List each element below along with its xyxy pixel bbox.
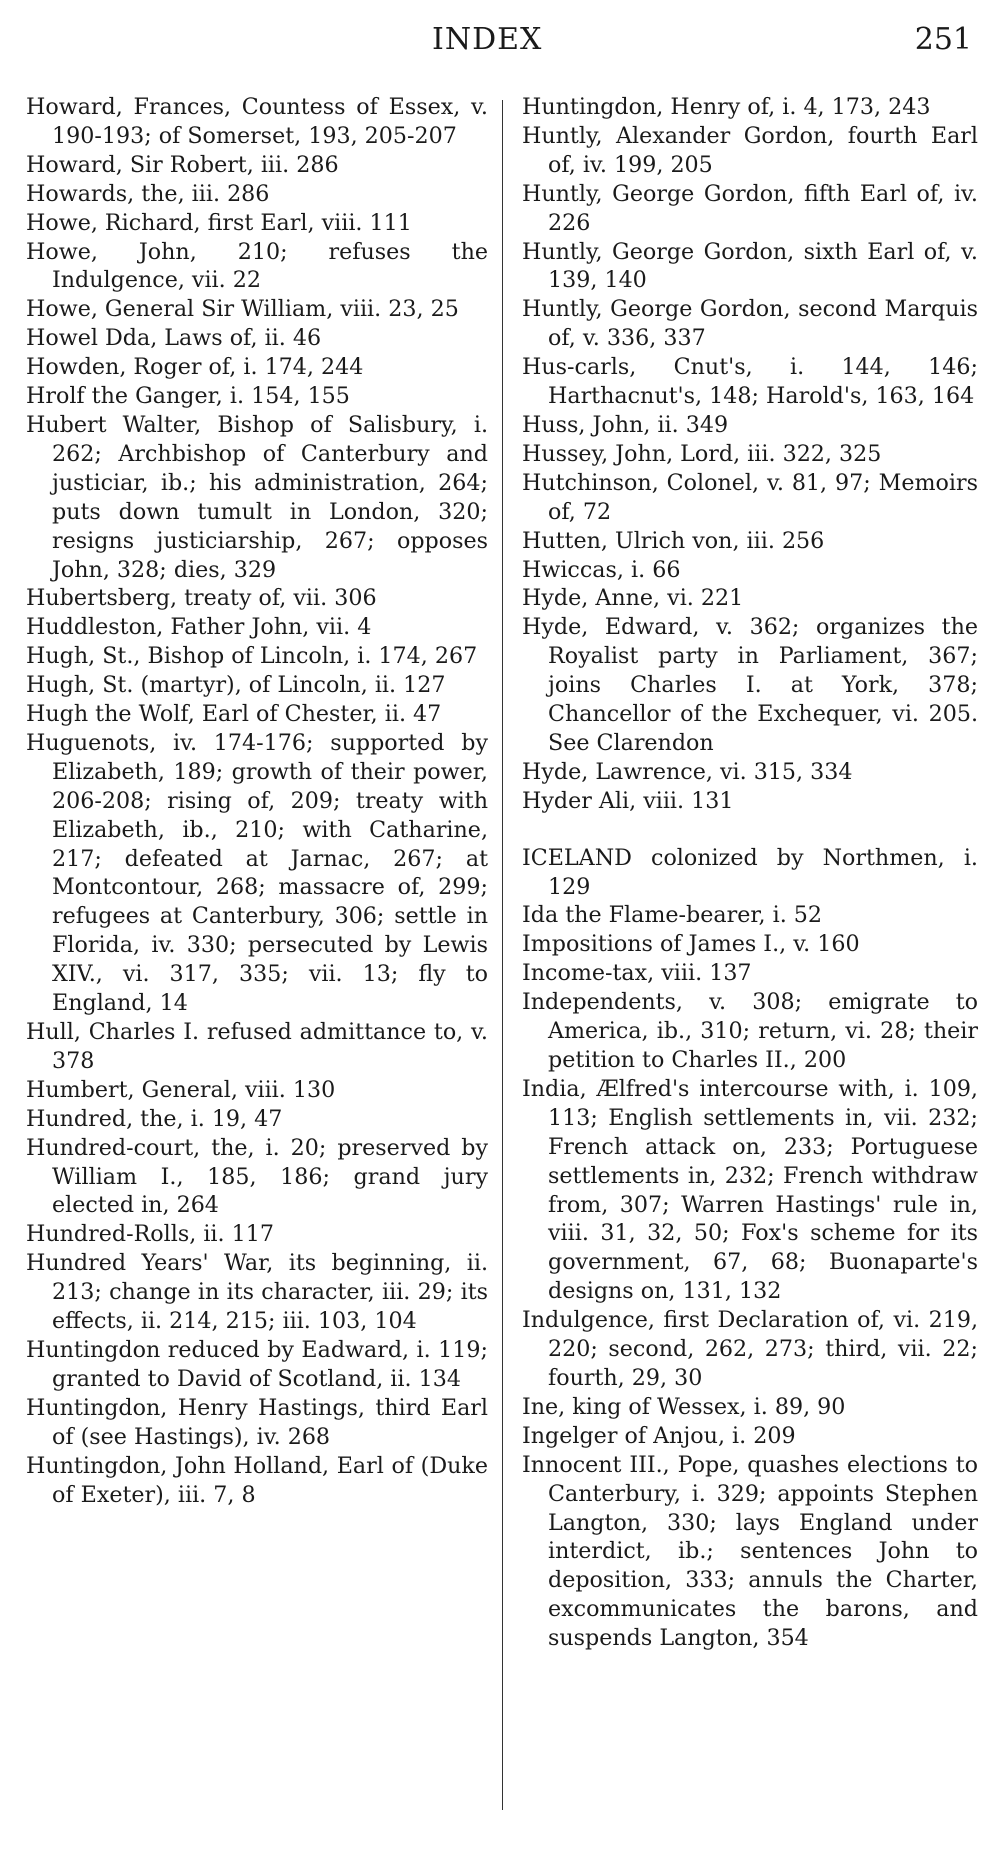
- index-column-left: [26, 93, 488, 1509]
- index-entry: Ingelger of Anjou, i. 209: [522, 1422, 796, 1449]
- index-entry: Ine, king of Wessex, i. 89, 90: [522, 1393, 846, 1420]
- index-entry: Hugh, St., Bishop of Lincoln, i. 174, 267: [26, 643, 478, 670]
- index-entry: Innocent III., Pope, quashes elections to Canterbury, i. 329; appoints Stephen Langton, 330; lays England under interdict, ib.; sentences John to deposition, 333; annuls the Charter, excommunicates the barons, and suspends Langton, 354: [522, 1451, 978, 1652]
- index-entry: Hyder Ali, viii. 131: [522, 787, 734, 814]
- index-entry: Howe, John, 210; refuses the Indulgence, vii. 22: [26, 238, 488, 294]
- index-entry: Howden, Roger of, i. 174, 244: [26, 354, 364, 381]
- index-entry: Indulgence, first Declaration of, vi. 219, 220; second, 262, 273; third, vii. 22; fourth, 29, 30: [522, 1307, 978, 1391]
- index-entry: Huntly, Alexander Gordon, fourth Earl of, iv. 199, 205: [522, 122, 978, 178]
- index-entry: Income-tax, viii. 137: [522, 960, 752, 987]
- section-gap: [522, 816, 978, 844]
- page-header: [0, 22, 1000, 66]
- index-entry: Howards, the, iii. 286: [26, 180, 270, 207]
- index-entry: Hundred-Rolls, ii. 117: [26, 1221, 274, 1248]
- index-entry: Hyde, Lawrence, vi. 315, 334: [522, 758, 853, 785]
- index-entry: Ida the Flame-bearer, i. 52: [522, 902, 823, 929]
- index-entry: Hull, Charles I. refused admittance to, v. 378: [26, 1019, 488, 1074]
- index-entry: Humbert, General, viii. 130: [26, 1076, 336, 1103]
- index-entry: Howe, Richard, first Earl, viii. 111: [26, 209, 412, 236]
- index-entry: Hwiccas, i. 66: [522, 556, 681, 583]
- index-entry: Hundred, the, i. 19, 47: [26, 1105, 283, 1132]
- index-entry: Hugh, St. (martyr), of Lincoln, ii. 127: [26, 672, 446, 699]
- index-entry: Hyde, Edward, v. 362; organizes the Royalist party in Parliament, 367; joins Charles I. at York, 378; Chancellor of the Exchequer, vi. 205. See Clarendon: [522, 614, 978, 756]
- index-entry: Huntly, George Gordon, fifth Earl of, iv. 226: [522, 180, 978, 236]
- index-entry: Hussey, John, Lord, iii. 322, 325: [522, 440, 882, 467]
- index-entry: Independents, v. 308; emigrate to America, ib., 310; return, vi. 28; their petition to Charles II., 200: [522, 989, 978, 1073]
- index-entry: Hus-carls, Cnut's, i. 144, 146; Harthacnut's, 148; Harold's, 163, 164: [522, 354, 978, 410]
- running-title: INDEX: [432, 22, 543, 57]
- index-entry: Huntingdon, Henry of, i. 4, 173, 243: [522, 94, 931, 120]
- index-entry: Hundred Years' War, its beginning, ii. 213; change in its character, iii. 29; its effects, ii. 214, 215; iii. 103, 104: [26, 1250, 488, 1335]
- column-divider: [502, 100, 503, 1810]
- index-column-right: [522, 93, 978, 1653]
- index-entry: Hyde, Anne, vi. 221: [522, 585, 744, 612]
- index-entry: Hugh the Wolf, Earl of Chester, ii. 47: [26, 701, 442, 728]
- page-number: 251: [914, 22, 972, 57]
- index-entry: Huntingdon, John Holland, Earl of (Duke of Exeter), iii. 7, 8: [26, 1452, 488, 1508]
- index-entry: Huntly, George Gordon, sixth Earl of, v. 139, 140: [522, 238, 978, 294]
- index-entry: Hundred-court, the, i. 20; preserved by William I., 185, 186; grand jury elected in, 264: [26, 1134, 488, 1219]
- index-entry: Howe, General Sir William, viii. 23, 25: [26, 296, 459, 323]
- index-entry: India, Ælfred's intercourse with, i. 109, 113; English settlements in, vii. 232; French attack on, 233; Portuguese settlements in, 232; French withdraw from, 307; Warren Hastings' rule in, viii. 31, 32, 50; Fox's scheme for its government, 67, 68; Buonaparte's designs on, 131, 132: [522, 1075, 978, 1305]
- index-entry: ICELAND colonized by Northmen, i. 129: [522, 844, 978, 900]
- index-entry: Hutchinson, Colonel, v. 81, 97; Memoirs of, 72: [522, 469, 978, 525]
- index-entry: Huntingdon, Henry Hastings, third Earl of (see Hastings), iv. 268: [26, 1394, 488, 1450]
- index-entry: Huguenots, iv. 174-176; supported by Elizabeth, 189; growth of their power, 206-208; rising of, 209; treaty with Elizabeth, ib., 210; with Catharine, 217; defeated at Jarnac, 267; at Montcontour, 268; massacre of, 299; refugees at Canterbury, 306; settle in Florida, iv. 330; persecuted by Lewis XIV., vi. 317, 335; vii. 13; fly to England, 14: [26, 729, 488, 1017]
- index-entry: Impositions of James I., v. 160: [522, 931, 860, 958]
- index-entry: Hubertsberg, treaty of, vii. 306: [26, 585, 377, 612]
- index-entry: Howard, Sir Robert, iii. 286: [26, 151, 339, 178]
- index-entry: Huntly, George Gordon, second Marquis of, v. 336, 337: [522, 296, 978, 352]
- index-entry: Howard, Frances, Countess of Essex, v. 190-193; of Somerset, 193, 205-207: [26, 94, 488, 149]
- index-entry: Huntingdon reduced by Eadward, i. 119; granted to David of Scotland, ii. 134: [26, 1336, 488, 1392]
- index-entry: Hubert Walter, Bishop of Salisbury, i. 262; Archbishop of Canterbury and justiciar, ib.; his administration, 264; puts down tumult in London, 320; resigns justiciarship, 267; opposes John, 328; dies, 329: [26, 411, 488, 583]
- index-entry: Hrolf the Ganger, i. 154, 155: [26, 383, 350, 410]
- index-entry: Hutten, Ulrich von, iii. 256: [522, 527, 825, 554]
- index-entry: Huddleston, Father John, vii. 4: [26, 614, 372, 641]
- index-entry: Huss, John, ii. 349: [522, 411, 729, 438]
- index-entry: Howel Dda, Laws of, ii. 46: [26, 325, 322, 352]
